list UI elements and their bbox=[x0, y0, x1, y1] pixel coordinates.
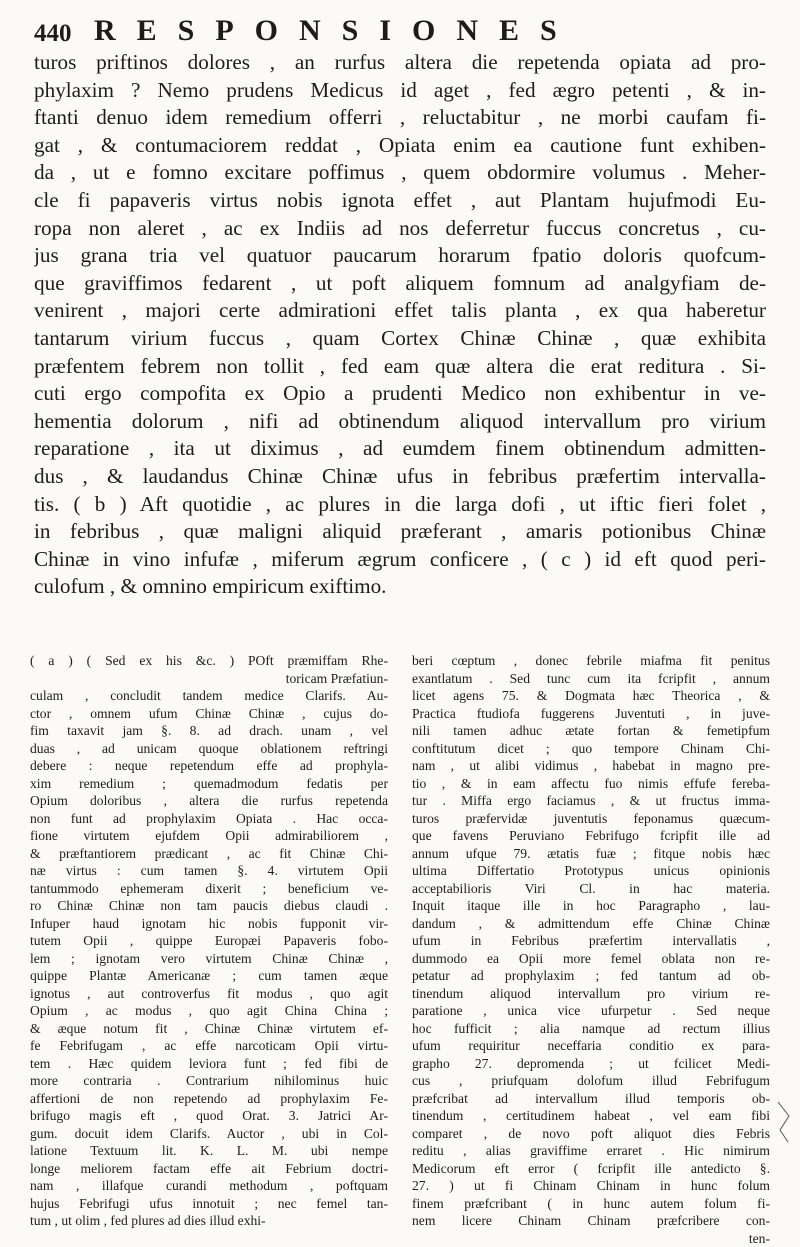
footnote-line: que favens Peruviano Febrifugo fcripfit ille ad bbox=[412, 827, 770, 845]
footnote-line: debere : neque repetendum effe ad prophyla- bbox=[30, 757, 388, 775]
footnote-line: hujus Febrifugi ufus innotuit ; nec femel tan- bbox=[30, 1195, 388, 1213]
footnote-line: turos præfervidæ juventutis feponamus quæcum- bbox=[412, 810, 770, 828]
running-title: RESPONSIONES bbox=[94, 14, 734, 48]
footnote-line: latione Textuum lit. K. L. M. ubi nempe bbox=[30, 1142, 388, 1160]
footnote-line: Infuper haud ignotam hic nobis fupponit vir- bbox=[30, 915, 388, 933]
footnotes-right-column bbox=[412, 652, 770, 1247]
footnote-line: tum , ut olim , fed plures ad dies illud exhi- bbox=[30, 1212, 388, 1230]
footnote-line: nili tamen adhuc ætate fortan & femetipfum bbox=[412, 722, 770, 740]
footnote-line: comparet , de novo poft aliquot dies Febris bbox=[412, 1125, 770, 1143]
text-line: da , ut e fomno excitare poffimus , quem obdormire volumus . Meher- bbox=[34, 159, 766, 187]
footnote-line: nem licere Chinam Chinam præfcribere con- bbox=[412, 1212, 770, 1230]
footnote-line: finem præfcribant ( in hunc autem folum fi- bbox=[412, 1195, 770, 1213]
text-line: tantarum virium fuccus , quam Cortex Chinæ Chinæ , quæ exhibita bbox=[34, 325, 766, 353]
footnote-line: præfcribat ad intervallum illud temporis ob- bbox=[412, 1090, 770, 1108]
text-line: dus , & laudandus Chinæ Chinæ ufus in febribus præfertim intervalla- bbox=[34, 463, 766, 491]
text-line: culofum , & omnino empiricum exiftimo. bbox=[34, 573, 766, 601]
footnote-line: ctor , omnem ufum Chinæ Chinæ , cujus do- bbox=[30, 705, 388, 723]
footnote-line: tio , & in eam affectu fuo nimis effufe fereba- bbox=[412, 775, 770, 793]
footnote-line: tinendum , certitudinem habeat , vel eam fibi bbox=[412, 1107, 770, 1125]
text-line: cuti ergo compofita ex Opio a prudenti Medico non exhibentur in ve- bbox=[34, 380, 766, 408]
footnote-line: toricam Præfatiun- bbox=[30, 670, 388, 688]
footnote-line: tur . Miffa ergo faciamus , & ut fructus imma- bbox=[412, 792, 770, 810]
footnote-line: longe meliorem factam effe ait Febrium doctri- bbox=[30, 1160, 388, 1178]
text-line: jus grana tria vel quatuor paucarum horarum fpatio doloris quofcum- bbox=[34, 242, 766, 270]
footnote-line: reditu , alias graviffime erraret . Hic nimirum bbox=[412, 1142, 770, 1160]
text-line: Chinæ in vino infufæ , miferum ægrum conficere , ( c ) id eft quod peri- bbox=[34, 546, 766, 574]
text-line: ftanti denuo idem remedium offerri , reluctabitur , ne morbi caufam fi- bbox=[34, 104, 766, 132]
footnote-line: & æque notum fit , Chinæ Chinæ virtutem ef- bbox=[30, 1020, 388, 1038]
footnote-line: dummodo ea Opii more femel oblata non re- bbox=[412, 950, 770, 968]
page-number: 440 bbox=[34, 20, 72, 48]
footnote-line: Opium , ac modus , quo agit China China ; bbox=[30, 1002, 388, 1020]
footnote-line: Inquit itaque ille in hoc Paragrapho , lau- bbox=[412, 897, 770, 915]
margin-bracket-mark bbox=[776, 1100, 792, 1144]
footnote-line: næ virtus : cum tamen §. 4. virtutem Opii bbox=[30, 862, 388, 880]
footnote-line: paratione , unica vice ufurpetur . Sed neque bbox=[412, 1002, 770, 1020]
text-line: tis. ( b ) Aft quotidie , ac plures in die larga dofi , ut iftic fieri folet , bbox=[34, 491, 766, 519]
footnote-line: culam , concludit tandem medice Clarifs. Au- bbox=[30, 687, 388, 705]
footnote-line: ignotus , aut controverfus fit modus , quo agit bbox=[30, 985, 388, 1003]
footnote-line: ufum requiritur neceffaria conditio ex para- bbox=[412, 1037, 770, 1055]
footnote-line: licet agens 75. & Dogmata hæc Theorica , & bbox=[412, 687, 770, 705]
footnote-line: nam , illafque curandi methodum , poftquam bbox=[30, 1177, 388, 1195]
footnote-line: ten- bbox=[412, 1230, 770, 1247]
footnote-line: cus , priufquam dolofum illud Febrifugum bbox=[412, 1072, 770, 1090]
footnote-line: Practica ftudiofa fuggerens Juventuti , in juve- bbox=[412, 705, 770, 723]
footnote-line: ( a ) ( Sed ex his &c. ) POft præmiffam Rhe- bbox=[30, 652, 388, 670]
footnote-line: annum ufque 79. ætatis fuæ ; fitque nobis hæc bbox=[412, 845, 770, 863]
footnote-line: Medicorum eft error ( fcripfit ille antedicto §. bbox=[412, 1160, 770, 1178]
main-text-block bbox=[34, 49, 766, 601]
footnote-line: ultima Differtatio Prototypus unicus opinionis bbox=[412, 862, 770, 880]
footnote-line: tutem Opii , quippe Europæi Papaveris fobo- bbox=[30, 932, 388, 950]
text-line: hementia dolorum , nifi ad obtinendum aliquod intervallum pro virium bbox=[34, 408, 766, 436]
text-line: reparatione , ita ut diximus , ad eumdem finem obtinendum admitten- bbox=[34, 435, 766, 463]
text-line: cle fi papaveris virtus nobis ignota effet , aut Plantam hujufmodi Eu- bbox=[34, 187, 766, 215]
footnote-line: tantummodo ephemeram dixerit ; beneficium ve- bbox=[30, 880, 388, 898]
footnote-line: Opium doloribus , altera die rurfus repetenda bbox=[30, 792, 388, 810]
text-line: turos priftinos dolores , an rurfus altera die repetenda opiata ad pro- bbox=[34, 49, 766, 77]
footnote-line: fe Febrifugam , ac effe narcoticam Opii virtu- bbox=[30, 1037, 388, 1055]
text-line: præfentem febrem non tollit , fed eam quæ altera die erat reditura . Si- bbox=[34, 353, 766, 381]
footnotes-left-column bbox=[30, 652, 388, 1247]
text-line: phylaxim ? Nemo prudens Medicus id aget , fed ægro petenti , & in- bbox=[34, 77, 766, 105]
footnote-line: tinendum aliquod intervallum pro virium re- bbox=[412, 985, 770, 1003]
text-line: ropa non aleret , ac ex Indiis ad nos deferretur fuccus concretus , cu- bbox=[34, 215, 766, 243]
footnote-line: ro Chinæ Chinæ non tam paucis diebus claudi . bbox=[30, 897, 388, 915]
footnote-line: more contraria . Contrarium nihilominus huic bbox=[30, 1072, 388, 1090]
footnote-line: hoc fufficit ; alia namque ad rectum illius bbox=[412, 1020, 770, 1038]
footnote-line: petatur ad prophylaxim ; fed tantum ad ob- bbox=[412, 967, 770, 985]
footnote-line: beri cœptum , donec febrile miafma fit penitus bbox=[412, 652, 770, 670]
text-line: gat , & contumaciorem reddat , Opiata enim ea cautione funt exhiben- bbox=[34, 132, 766, 160]
footnote-line: gum. docuit idem Clarifs. Auctor , ubi in Col- bbox=[30, 1125, 388, 1143]
footnote-line: exantlatum . Sed tunc cum ita fcripfit , annum bbox=[412, 670, 770, 688]
footnote-line: non funt ad prophylaxim Opiata . Hac occa- bbox=[30, 810, 388, 828]
text-line: in febribus , quæ maligni aliquid præferant , amaris potionibus Chinæ bbox=[34, 518, 766, 546]
footnotes-block bbox=[30, 652, 770, 1247]
text-line: que graviffimos fedarent , ut poft aliquem fomnum ad analgyfiam de- bbox=[34, 270, 766, 298]
footnote-line: & præftantiorem prædicant , ac fit Chinæ Chi- bbox=[30, 845, 388, 863]
footnote-line: xim remedium ; quemadmodum fedatis per bbox=[30, 775, 388, 793]
footnote-line: dandum , & admittendum effe Chinæ Chinæ bbox=[412, 915, 770, 933]
footnote-line: acceptabilioris Viri Cl. in hac materia. bbox=[412, 880, 770, 898]
footnote-line: nam , ut alibi vidimus , habebat in magno pre- bbox=[412, 757, 770, 775]
text-line: venirent , majori certe admirationi effet talis planta , ex qua haberetur bbox=[34, 297, 766, 325]
footnote-line: tem . Hæc quidem leviora funt ; fed fibi de bbox=[30, 1055, 388, 1073]
footnote-line: affertioni de non repetendo ad prophylaxim Fe- bbox=[30, 1090, 388, 1108]
footnote-line: 27. ) ut fi Chinam Chinam in hunc folum bbox=[412, 1177, 770, 1195]
footnote-line: grapho 27. depromenda ; ut fcilicet Medi- bbox=[412, 1055, 770, 1073]
footnote-line: ufum in Febribus præfertim intervallatis , bbox=[412, 932, 770, 950]
footnote-line: conftitutum dicet ; quo tempore Chinam Chi- bbox=[412, 740, 770, 758]
footnote-line: quippe Plantæ Americanæ ; cum tamen æque bbox=[30, 967, 388, 985]
footnote-line: brifugo magis eft , quod Orat. 3. Jatrici Ar- bbox=[30, 1107, 388, 1125]
footnote-line: fim taxavit jam §. 8. ad drach. unam , vel bbox=[30, 722, 388, 740]
footnote-line: lem ; ignotam vero virtutem Chinæ Chinæ , bbox=[30, 950, 388, 968]
footnote-line: fione virtutem ejufdem Opii admirabiliorem , bbox=[30, 827, 388, 845]
page-header bbox=[34, 10, 774, 50]
footnote-line: duas , ad unicam quoque oblationem reftringi bbox=[30, 740, 388, 758]
